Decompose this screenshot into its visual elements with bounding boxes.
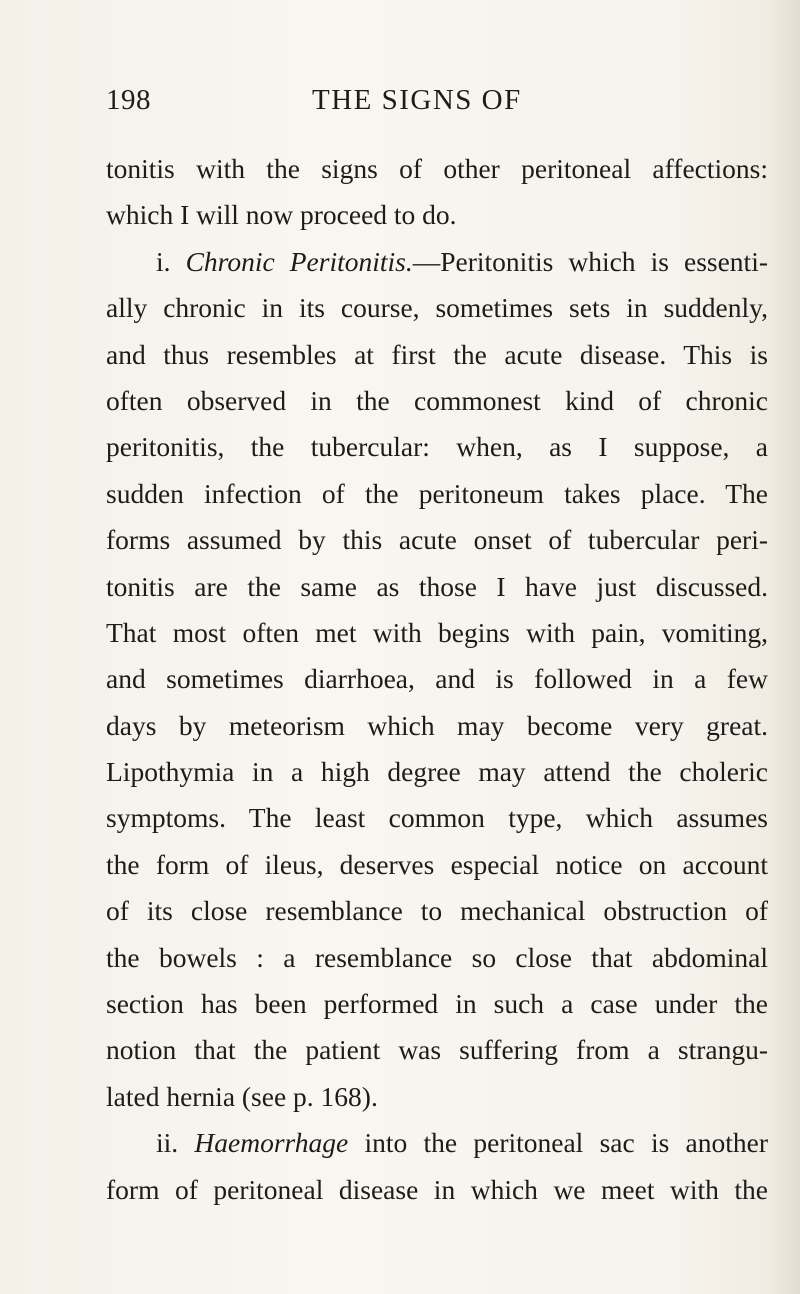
- text-line: [106, 424, 768, 470]
- line-text: form of peritoneal disease in which we meet with the: [106, 1173, 768, 1205]
- line-text: symptoms. The least common type, which assumes: [106, 802, 768, 834]
- section-numeral: i.: [156, 245, 186, 277]
- section-numeral: ii.: [156, 1127, 195, 1159]
- section-heading: Haemorrhage: [194, 1127, 349, 1159]
- line-text: into the peritoneal sac is another: [348, 1127, 768, 1159]
- line-text: of its close resemblance to mechanical obstruction of: [106, 895, 768, 927]
- line-text: lated hernia (see p. 168).: [106, 1080, 378, 1112]
- text-line: [106, 1074, 768, 1120]
- line-text: forms assumed by this acute onset of tubercular peri-: [106, 524, 768, 556]
- text-line: [106, 471, 768, 517]
- line-text: and thus resembles at first the acute disease. This is: [106, 338, 768, 370]
- text-line: [106, 1167, 768, 1213]
- text-line: [106, 888, 768, 934]
- line-text: ally chronic in its course, sometimes sets in suddenly,: [106, 292, 768, 324]
- line-text: which I will now proceed to do.: [106, 199, 457, 231]
- line-text: tonitis with the signs of other peritoneal affections:: [106, 153, 768, 184]
- running-head: THE SIGNS OF: [312, 84, 522, 116]
- page-number: 198: [106, 84, 151, 116]
- text-line: [106, 239, 768, 285]
- text-line: [106, 703, 768, 749]
- line-text: sudden infection of the peritoneum takes place. The: [106, 477, 768, 509]
- line-text: tonitis are the same as those I have just discussed.: [106, 570, 768, 602]
- text-line: [106, 842, 768, 888]
- line-text: —Peritonitis which is essenti-: [412, 245, 768, 277]
- section-heading: Chronic Peritonitis.: [185, 245, 413, 277]
- text-line: [106, 610, 768, 656]
- page-edge-shadow: [770, 0, 800, 1294]
- line-text: and sometimes diarrhoea, and is followed in a few: [106, 663, 768, 695]
- text-line: [106, 517, 768, 563]
- text-line: [106, 146, 768, 192]
- text-line: [106, 192, 768, 238]
- page-header: [106, 84, 746, 124]
- line-text: Lipothymia in a high degree may attend the choleric: [106, 756, 768, 788]
- body-text: [106, 146, 768, 1213]
- text-line: [106, 935, 768, 981]
- text-line: [106, 981, 768, 1027]
- text-line: [106, 1027, 768, 1073]
- line-text: the form of ileus, deserves especial notice on account: [106, 848, 768, 880]
- line-text: the bowels : a resemblance so close that abdominal: [106, 941, 768, 973]
- text-line: [106, 656, 768, 702]
- text-line: [106, 795, 768, 841]
- line-text: peritonitis, the tubercular: when, as I suppose, a: [106, 431, 768, 463]
- text-line: [106, 564, 768, 610]
- line-text: days by meteorism which may become very great.: [106, 709, 768, 741]
- text-line: [106, 332, 768, 378]
- line-text: That most often met with begins with pain, vomiting,: [106, 616, 768, 648]
- text-line: [106, 378, 768, 424]
- line-text: often observed in the commonest kind of chronic: [106, 384, 768, 416]
- line-text: section has been performed in such a case under the: [106, 988, 768, 1020]
- text-line: [106, 749, 768, 795]
- text-line: [106, 1120, 768, 1166]
- line-text: notion that the patient was suffering from a strangu-: [106, 1034, 768, 1066]
- text-line: [106, 285, 768, 331]
